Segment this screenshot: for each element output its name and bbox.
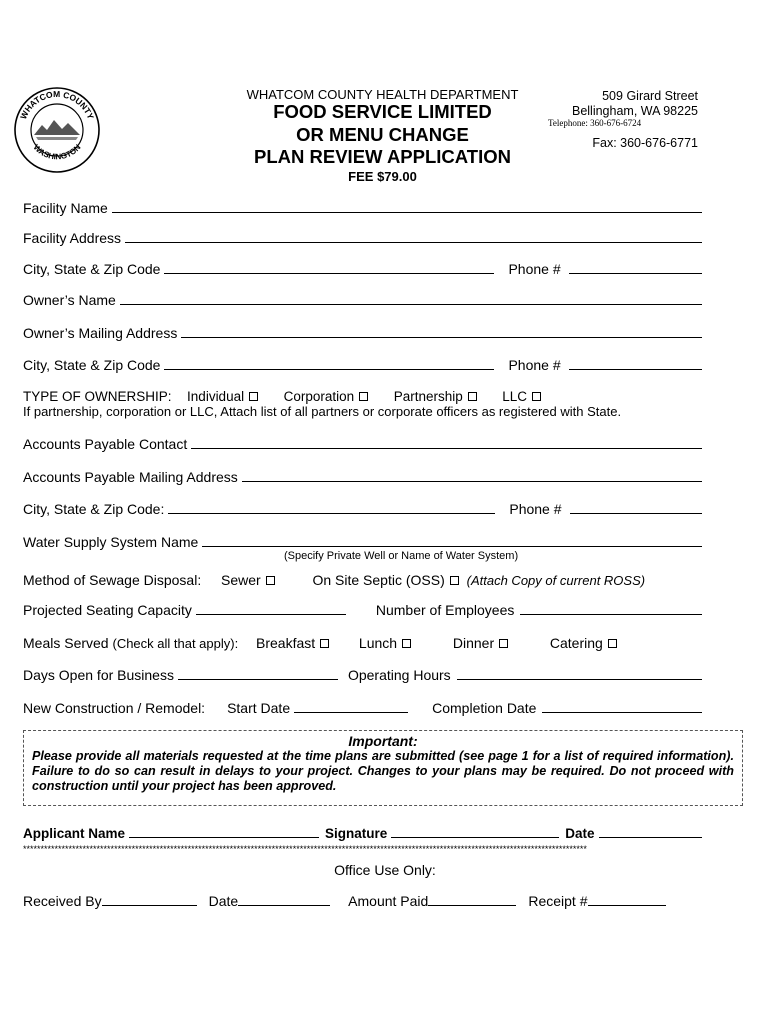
phone-label-2: Phone # <box>508 357 561 373</box>
applicant-name-label: Applicant Name <box>23 826 126 841</box>
seating-label: Projected Seating Capacity <box>23 602 192 618</box>
oss-label: On Site Septic (OSS) <box>312 572 445 588</box>
received-by-field[interactable] <box>102 893 197 906</box>
completion-date-field[interactable] <box>542 700 702 713</box>
ap-mailing-row <box>23 469 702 485</box>
seal-bottom-text: WASHINGTON <box>31 142 83 162</box>
meals-note: (Check all that apply): <box>112 636 239 651</box>
meals-dinner-checkbox[interactable] <box>499 639 508 648</box>
facility-name-row <box>23 200 702 216</box>
signature-field[interactable] <box>391 825 559 838</box>
receipt-label: Receipt # <box>528 893 588 909</box>
fax: Fax: 360-676-6771 <box>592 136 698 150</box>
ap-contact-field[interactable] <box>191 436 702 449</box>
owners-mailing-row <box>23 325 702 341</box>
ownership-partnership-checkbox[interactable] <box>468 392 477 401</box>
city-address: Bellingham, WA 98225 <box>571 104 698 118</box>
applicant-name-field[interactable] <box>129 825 319 838</box>
city-state-zip-field[interactable] <box>164 261 494 274</box>
owners-mailing-field[interactable] <box>181 325 702 338</box>
water-supply-label: Water Supply System Name <box>23 534 199 550</box>
oss-note: (Attach Copy of current ROSS) <box>466 573 646 588</box>
meals-dinner-label: Dinner <box>452 635 495 651</box>
owners-mailing-label: Owner’s Mailing Address <box>23 325 178 341</box>
svg-text:WHATCOM COUNTY <box>18 89 96 121</box>
separator-line: ***************************************************************************************************************************************************************** <box>23 844 587 854</box>
operating-hours-label: Operating Hours <box>347 667 451 683</box>
important-body: Please provide all materials requested at the time plans are submitted (see page 1 for a list of required information). Failure to do so can result in delays to your project. Changes to your plans may be required. Do not proceed with construction until your project has been approved. <box>32 749 734 793</box>
phone-field-2[interactable] <box>569 357 702 370</box>
city-state-zip-field-2[interactable] <box>164 357 494 370</box>
ownership-corporation-checkbox[interactable] <box>359 392 368 401</box>
title-line-1: FOOD SERVICE LIMITED <box>273 101 492 122</box>
days-open-field[interactable] <box>178 667 338 680</box>
street-address: 509 Girard Street <box>602 89 698 103</box>
operating-hours-field[interactable] <box>457 667 702 680</box>
start-date-label: Start Date <box>227 700 291 716</box>
meals-breakfast-checkbox[interactable] <box>320 639 329 648</box>
start-date-field[interactable] <box>294 700 408 713</box>
ap-contact-label: Accounts Payable Contact <box>23 436 188 452</box>
receipt-field[interactable] <box>588 893 666 906</box>
city-state-zip-field-3[interactable] <box>168 501 495 514</box>
sewage-row <box>23 572 645 588</box>
telephone: Telephone: 360-676-6724 <box>548 118 642 128</box>
city-state-zip-row-3 <box>23 501 702 517</box>
amount-paid-field[interactable] <box>428 893 516 906</box>
office-use-title: Office Use Only: <box>334 862 436 878</box>
days-open-label: Days Open for Business <box>23 667 174 683</box>
city-state-zip-row-2 <box>23 357 702 373</box>
meals-breakfast-label: Breakfast <box>256 635 316 651</box>
ownership-note: If partnership, corporation or LLC, Attach list of all partners or corporate officers as registered with State. <box>23 404 622 419</box>
phone-field-3[interactable] <box>570 501 702 514</box>
city-state-zip-row <box>23 261 702 277</box>
sewage-label: Method of Sewage Disposal: <box>23 572 202 588</box>
ownership-label: TYPE OF OWNERSHIP: <box>23 389 172 404</box>
office-date-field[interactable] <box>238 893 330 906</box>
ownership-corporation-label: Corporation <box>283 389 355 404</box>
city-state-zip-label-2: City, State & Zip Code <box>23 357 161 373</box>
meals-label: Meals Served <box>23 635 109 651</box>
ownership-llc-checkbox[interactable] <box>532 392 541 401</box>
meals-catering-checkbox[interactable] <box>608 639 617 648</box>
ownership-row <box>23 389 541 404</box>
city-state-zip-label: City, State & Zip Code <box>23 261 161 277</box>
facility-name-label: Facility Name <box>23 200 108 216</box>
days-open-row <box>23 667 702 683</box>
office-use-row <box>23 893 666 909</box>
important-notice <box>23 730 743 806</box>
signature-date-label: Date <box>565 826 595 841</box>
title-line-2: OR MENU CHANGE <box>296 124 469 145</box>
owners-name-row <box>23 292 702 308</box>
sewer-checkbox[interactable] <box>266 576 275 585</box>
important-title: Important: <box>348 733 418 749</box>
signature-row <box>23 825 702 841</box>
seating-field[interactable] <box>196 602 346 615</box>
received-by-label: Received By <box>23 893 102 909</box>
owners-name-label: Owner’s Name <box>23 292 116 308</box>
construction-row <box>23 700 702 716</box>
facility-address-row <box>23 230 702 246</box>
fee: FEE $79.00 <box>348 169 417 184</box>
water-supply-field[interactable] <box>202 534 702 547</box>
amount-paid-label: Amount Paid <box>348 893 429 909</box>
completion-date-label: Completion Date <box>432 700 537 716</box>
sewer-label: Sewer <box>221 572 261 588</box>
meals-row <box>23 635 617 651</box>
signature-date-field[interactable] <box>599 825 702 838</box>
ap-mailing-label: Accounts Payable Mailing Address <box>23 469 238 485</box>
oss-checkbox[interactable] <box>450 576 459 585</box>
employees-label: Number of Employees <box>375 602 515 618</box>
title-line-3: PLAN REVIEW APPLICATION <box>254 146 511 167</box>
meals-lunch-label: Lunch <box>358 635 398 651</box>
department-name: WHATCOM COUNTY HEALTH DEPARTMENT <box>246 87 519 102</box>
signature-label: Signature <box>325 826 388 841</box>
ownership-individual-checkbox[interactable] <box>249 392 258 401</box>
seal-top-text: WHATCOM COUNTY <box>18 88 96 121</box>
county-seal-logo <box>12 85 102 175</box>
office-date-label: Date <box>208 893 239 909</box>
facility-name-field[interactable] <box>112 200 702 213</box>
water-supply-note: (Specify Private Well or Name of Water System) <box>284 550 519 562</box>
employees-field[interactable] <box>520 602 702 615</box>
construction-label: New Construction / Remodel: <box>23 700 206 716</box>
phone-field[interactable] <box>569 261 702 274</box>
ownership-llc-label: LLC <box>502 389 528 404</box>
water-supply-row <box>23 534 702 550</box>
ownership-partnership-label: Partnership <box>393 389 463 404</box>
owners-name-field[interactable] <box>120 292 702 305</box>
meals-catering-label: Catering <box>549 635 603 651</box>
ap-mailing-field[interactable] <box>242 469 702 482</box>
phone-label: Phone # <box>508 261 561 277</box>
meals-lunch-checkbox[interactable] <box>402 639 411 648</box>
ap-contact-row <box>23 436 702 452</box>
seating-row <box>23 602 702 618</box>
ownership-individual-label: Individual <box>187 389 245 404</box>
facility-address-field[interactable] <box>125 230 702 243</box>
svg-text:WASHINGTON <box>31 143 82 162</box>
phone-label-3: Phone # <box>509 501 562 517</box>
facility-address-label: Facility Address <box>23 230 122 246</box>
city-state-zip-label-3: City, State & Zip Code: <box>23 501 165 517</box>
